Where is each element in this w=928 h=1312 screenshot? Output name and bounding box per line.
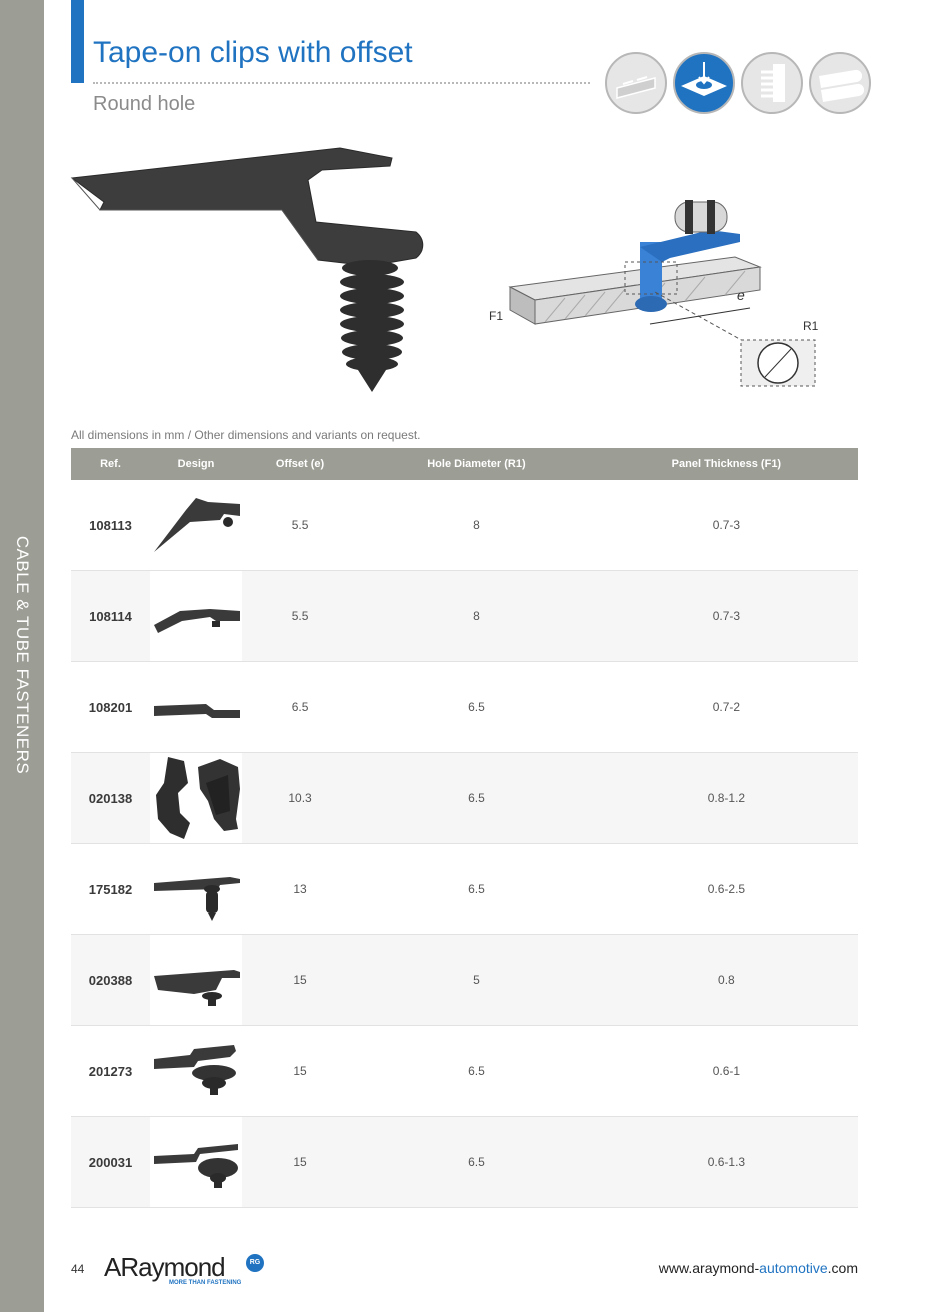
logo-badge: RG [246,1254,264,1272]
logo-tagline: MORE THAN FASTENING [169,1280,242,1286]
hole-cell: 8 [358,480,595,571]
clip-020138-image [150,753,242,843]
header-offset: Offset (e) [242,448,358,480]
table-row [71,662,858,753]
design-cell [150,753,242,844]
table-row [71,571,858,662]
ref-cell: 201273 [71,1026,150,1117]
section-label: CABLE & TUBE FASTENERS [13,535,32,775]
ref-cell: 175182 [71,844,150,935]
offset-cell: 15 [242,935,358,1026]
thickness-cell: 0.8-1.2 [595,753,858,844]
offset-cell: 5.5 [242,571,358,662]
hole-cell: 6.5 [358,1026,595,1117]
table-row [71,1026,858,1117]
hole-cell: 5 [358,935,595,1026]
clip-175182-image [150,849,242,929]
page-subtitle: Round hole [93,93,196,115]
offset-cell: 15 [242,1117,358,1208]
clip-108114-image [150,581,242,651]
stud-icon [741,52,803,114]
design-cell [150,844,242,935]
ref-cell: 108114 [71,571,150,662]
page-number: 44 [71,1262,85,1276]
header-ref: Ref. [71,448,150,480]
table-header [71,448,858,480]
ref-cell: 108113 [71,480,150,571]
offset-cell: 5.5 [242,480,358,571]
offset-label: e [737,287,745,303]
thickness-cell: 0.7-2 [595,662,858,753]
araymond-logo [104,1252,261,1286]
clip-200031-image [150,1122,242,1202]
design-cell [150,1117,242,1208]
thickness-cell: 0.6-1 [595,1026,858,1117]
product-image-clip [70,140,440,400]
dimensions-note: All dimensions in mm / Other dimensions and variants on request. [71,428,421,442]
hole-cell: 6.5 [358,753,595,844]
url-prefix: www.araymond- [658,1260,760,1276]
offset-cell: 10.3 [242,753,358,844]
url-suffix: .com [827,1260,858,1276]
design-cell [150,935,242,1026]
header-hole-diameter: Hole Diameter (R1) [358,448,595,480]
round-hole-icon [673,52,735,114]
hole-label: R1 [803,319,819,333]
title-accent-bar [71,0,84,83]
design-cell [150,571,242,662]
surface-icon [605,52,667,114]
hole-cell: 6.5 [358,844,595,935]
thickness-cell: 0.6-1.3 [595,1117,858,1208]
category-icons [605,52,873,114]
clip-201273-image [150,1031,242,1111]
thickness-cell: 0.7-3 [595,571,858,662]
header-design: Design [150,448,242,480]
design-cell [150,1026,242,1117]
ref-cell: 020388 [71,935,150,1026]
ref-cell: 108201 [71,662,150,753]
hole-cell: 8 [358,571,595,662]
clip-108113-image [150,490,242,560]
offset-cell: 6.5 [242,662,358,753]
header-panel-thickness: Panel Thickness (F1) [595,448,858,480]
url-highlight: automotive [759,1260,828,1276]
ref-cell: 020138 [71,753,150,844]
thickness-cell: 0.7-3 [595,480,858,571]
hole-cell: 6.5 [358,1117,595,1208]
table-row [71,935,858,1026]
dotted-divider [93,82,590,84]
thickness-cell: 0.8 [595,935,858,1026]
design-cell [150,480,242,571]
table-row [71,844,858,935]
table-row [71,753,858,844]
table-row [71,1117,858,1208]
clip-020388-image [150,940,242,1020]
thickness-cell: 0.6-2.5 [595,844,858,935]
clip-108201-image [150,672,242,742]
spec-table [71,448,858,1208]
tube-icon [809,52,871,114]
offset-cell: 13 [242,844,358,935]
logo-wordmark: ARaymond [104,1252,225,1282]
side-band [0,0,44,1312]
table-row [71,480,858,571]
design-cell [150,662,242,753]
installation-diagram [485,192,825,392]
hole-cell: 6.5 [358,662,595,753]
thickness-label: F1 [489,309,504,323]
page-title: Tape-on clips with offset [93,36,413,69]
website-link[interactable] [659,1260,858,1276]
ref-cell: 200031 [71,1117,150,1208]
offset-cell: 15 [242,1026,358,1117]
